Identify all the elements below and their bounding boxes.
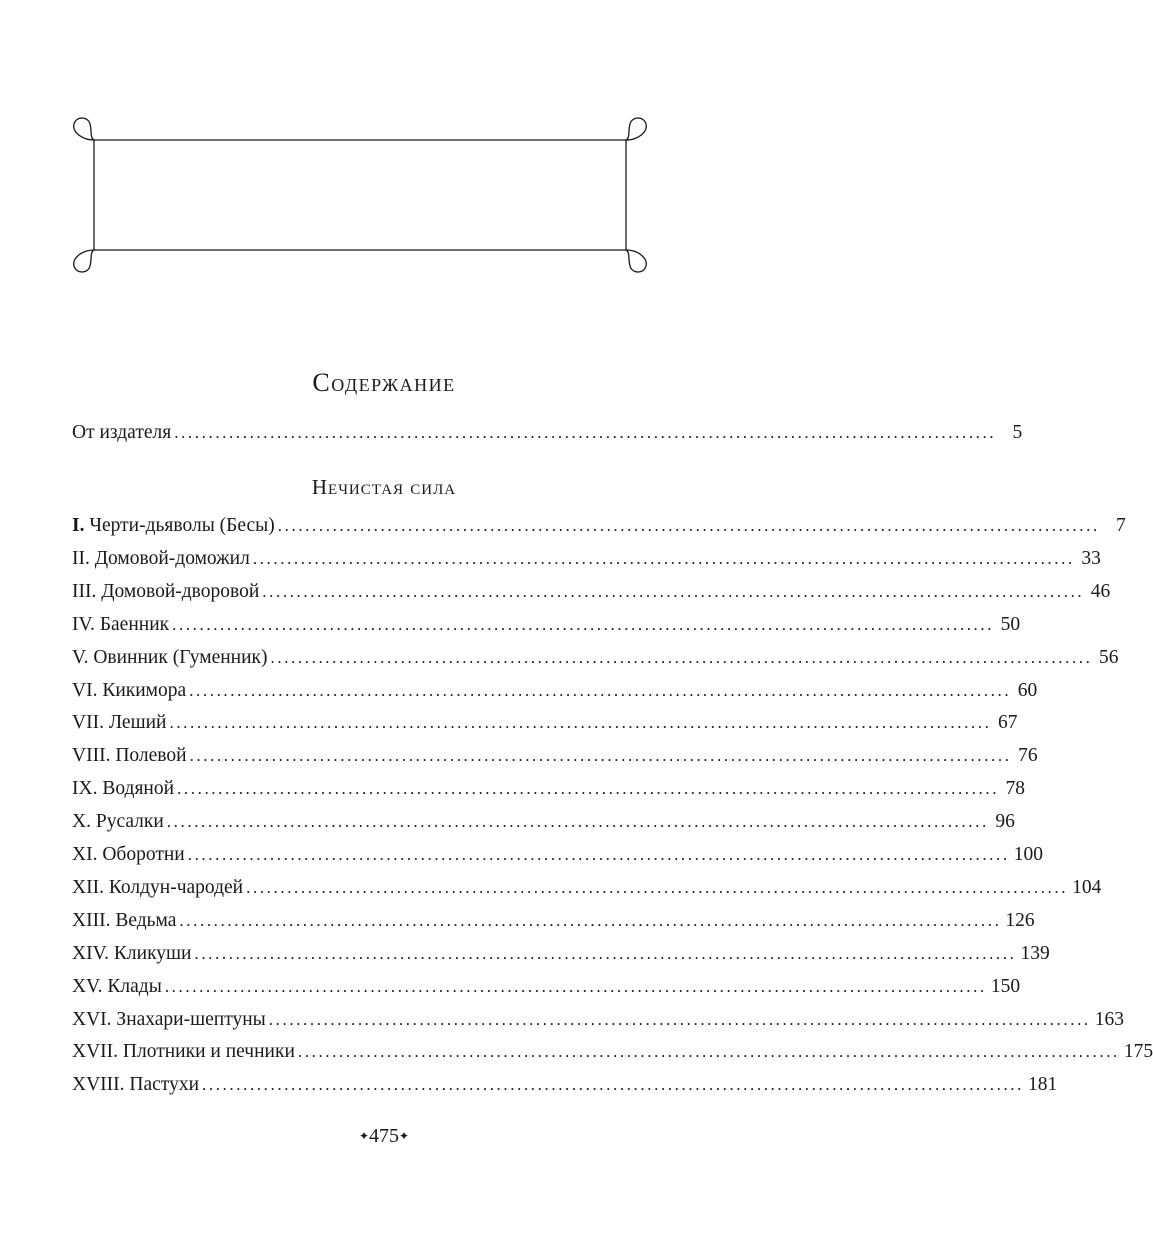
toc-entry[interactable] [72,841,1043,869]
leader-dots: ........................................................................................................................ [277,516,1100,535]
toc-entry-title: Знахари-шептуны [116,1008,266,1030]
leader-dots: ........................................................................................................................ [166,812,989,832]
toc-entry[interactable] [72,578,1111,606]
toc-entry-label [72,644,271,672]
toc-entry-page: 104 [1072,876,1102,898]
toc-entry-page: 150 [990,975,1021,997]
star-ornament-icon: ✦ [358,1129,369,1143]
leader-dots: ........................................................................................................................ [177,779,1000,799]
toc-entry-numeral: IX. [72,778,98,800]
toc-entry-numeral: XVIII. [72,1074,125,1096]
toc-entry[interactable] [72,1038,1153,1066]
toc-entry[interactable] [72,611,1021,639]
toc-entry-numeral: V. [72,646,89,668]
toc-entry-label [72,709,169,737]
toc-entry-numeral: VII. [72,712,104,734]
toc-entry-numeral: VIII. [72,745,111,767]
leader-dots: ........................................................................................................................ [179,910,1002,930]
toc-entry-title: Пастухи [129,1074,199,1096]
toc-entry-page: 78 [1005,778,1026,800]
toc-entry-title: Плотники и печники [122,1041,295,1063]
toc-entry-page: 100 [1013,844,1043,865]
toc-entry-title: Черти-дьяволы (Бесы) [89,515,275,536]
leader-dots: ........................................................................................................................ [252,548,1075,568]
toc-entry-page: 163 [1094,1008,1125,1030]
toc-entry-title: Овинник (Гуменник) [93,646,268,668]
toc-entry-label [72,545,253,573]
leader-dots: ........................................................................................................................ [169,713,992,733]
toc-entry-page: 60 [1017,679,1038,701]
toc-entry-title: Водяной [102,778,175,800]
toc-entry[interactable] [72,973,1021,1001]
toc-entry-numeral: I. [72,515,85,536]
leader-dots: ........................................................................................................................ [164,976,987,996]
leader-dots: ........................................................................................................................ [268,1009,1091,1029]
toc-entry-title: Полевой [115,745,187,767]
toc-entry-title: Клады [107,975,162,997]
toc-entry-title: Домовой-дворовой [101,580,260,602]
toc-entry-numeral: XI. [72,844,98,865]
leader-dots: ........................................................................................................................ [189,680,1012,700]
toc-entry[interactable] [72,1006,1125,1034]
leader-dots: ........................................................................................................................ [187,845,1010,864]
toc-entry-page: 175 [1123,1041,1153,1063]
toc-entry-label [72,1038,298,1066]
toc-entry-numeral: X. [72,811,91,833]
toc-entry-numeral: XIV. [72,942,110,964]
decorative-frame [60,110,660,280]
leader-dots: ........................................................................................................................ [297,1042,1120,1062]
star-ornament-icon: ✦ [399,1129,410,1143]
toc-entry-label [72,874,246,902]
leader-dots: ........................................................................................................................ [246,877,1069,897]
toc-entry-title: Кикимора [102,679,187,701]
toc-entry-numeral: XII. [72,876,104,898]
page-number-value: 475 [369,1125,399,1147]
leader-dots: ........................................................................................................................ [262,581,1085,601]
toc-entry[interactable] [72,545,1101,573]
toc-entry-title: Русалки [95,811,164,833]
leader-dots: ........................................................................................................................ [194,943,1017,963]
leader-dots: ........................................................................................................................ [270,647,1093,667]
toc-entry-label [72,512,278,540]
toc-entry-page: 7 [1116,515,1126,536]
page-number [0,1125,768,1148]
toc-entry-label: От издателя [72,422,172,443]
toc-entry-page: 46 [1090,580,1111,602]
toc-entry[interactable] [72,907,1035,935]
toc-entry-page: 126 [1005,909,1035,931]
toc-entry[interactable] [72,940,1050,968]
toc-entry-page: 139 [1020,942,1050,964]
toc-entry-label [72,907,179,935]
toc-entry-label [72,1071,202,1099]
toc-entry-numeral: IV. [72,613,95,635]
section-title: Нечистая сила [311,475,457,499]
toc-entry-page: 67 [997,712,1018,734]
toc-entry-label [72,808,167,836]
toc-entry-numeral: XVII. [72,1041,119,1063]
toc-entry-label [72,841,188,869]
toc-entry-publisher[interactable] [72,419,1023,447]
toc-entry[interactable] [72,677,1038,705]
toc-entry-label [72,742,190,770]
leader-dots: ........................................................................................................................ [172,614,995,634]
toc-entry-label [72,940,194,968]
toc-entry-numeral: III. [72,580,97,602]
toc-entry[interactable] [72,709,1018,737]
toc-entry-numeral: XIII. [72,909,111,931]
toc-entry-label [72,611,172,639]
toc-entry-numeral: XV. [72,975,103,997]
toc-entry-label [72,578,262,606]
toc-entry[interactable] [72,775,1026,803]
toc-entry-label [72,677,189,705]
leader-dots: ........................................................................................................................ [189,746,1012,766]
leader-dots: ........................................................................................................................ [202,1075,1024,1095]
toc-entry-title: Баенник [99,613,170,635]
toc-entry-title: Домовой-доможил [94,547,250,569]
toc-entry-title: Колдун-чародей [108,876,244,898]
toc-entry-title: Леший [108,712,167,734]
toc-entry-label [72,973,165,1001]
toc-entry-page: 96 [995,811,1015,833]
toc-entry-numeral: XVI. [72,1008,112,1030]
toc-entry-title: Ведьма [115,909,177,931]
toc-entry[interactable] [72,742,1038,770]
page-title: Содержание [312,368,456,397]
toc-entry-numeral: II. [72,547,90,569]
toc-entry-page: 33 [1081,547,1101,569]
toc-entry-title: Кликуши [113,942,192,964]
toc-entry[interactable] [72,644,1119,672]
leader-dots: ........................................................................................................................ [174,423,997,442]
toc-entry[interactable] [72,512,1126,540]
toc-entry-page: 5 [1012,422,1023,443]
toc-entry-page: 181 [1028,1074,1058,1096]
toc-entry-page: 56 [1099,646,1119,668]
toc-entry[interactable] [72,874,1102,902]
toc-entry-title: Оборотни [102,844,185,865]
toc-entry[interactable] [72,1071,1058,1099]
toc-entry-label [72,1006,269,1034]
toc-entry-numeral: VI. [72,679,98,701]
toc-entry[interactable] [72,808,1015,836]
toc-entry-label [72,775,177,803]
toc-entry-page: 50 [1000,613,1021,635]
toc-entry-page: 76 [1018,745,1038,767]
